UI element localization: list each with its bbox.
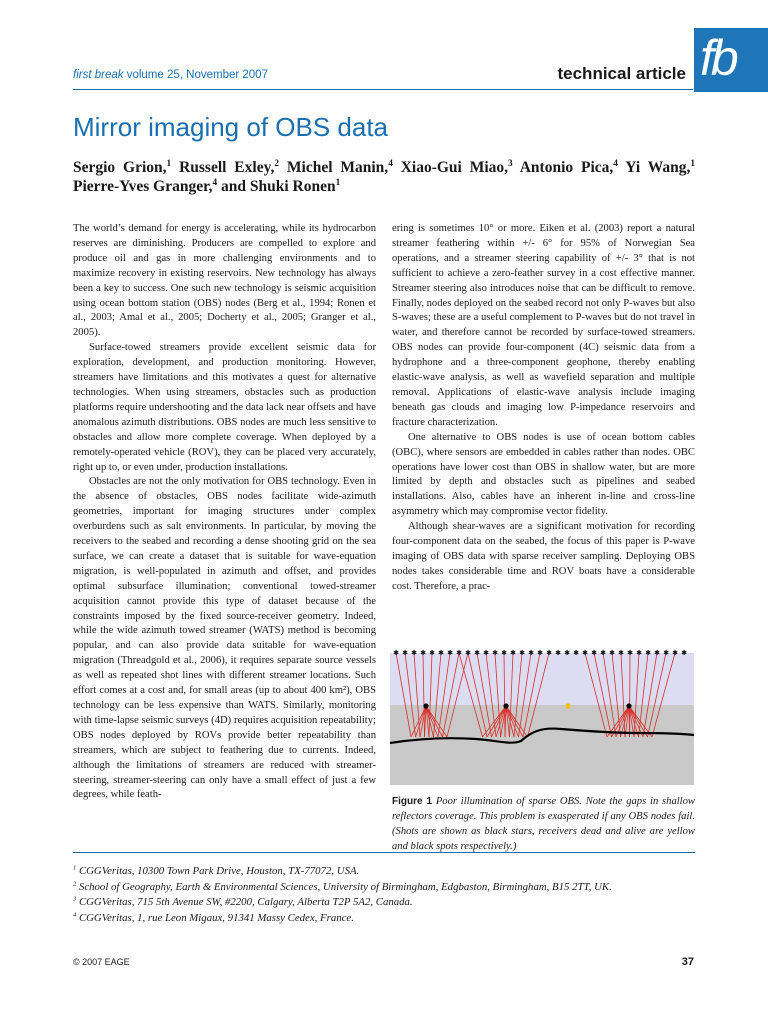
- affiliation-mark: 3: [508, 158, 513, 169]
- section-label: technical article: [557, 64, 686, 83]
- shot-star: ✱: [465, 649, 471, 657]
- shot-star: ✱: [573, 649, 579, 657]
- shot-star: ✱: [681, 649, 687, 657]
- shot-star: ✱: [627, 649, 633, 657]
- shot-star: ✱: [672, 649, 678, 657]
- shot-star: ✱: [663, 649, 669, 657]
- author-list-line2: [73, 177, 340, 196]
- author-name: Russell Exley,: [179, 159, 275, 176]
- shot-star: ✱: [618, 649, 624, 657]
- paragraph: The world’s demand for energy is accelerating, while its hydrocarbon reserves are diminishing. Producers are compelled to explore and produce oil and gas in more challenging environments and to maximize recovery in existing reservoirs. New technology has always been a key to success. One such new technology is seismic acquisition using ocean bottom station (OBS) nodes (Berg et al., 1994; Ronen et al., 2003; Amal et al., 2005; Docherty et al., 2005; Granger et al., 2005).: [73, 223, 376, 339]
- footnote: [73, 880, 695, 896]
- affiliation-mark: 4: [212, 177, 218, 188]
- paragraph: ering is sometimes 10° or more. Eiken et al. (2003) report a natural streamer feathering within +/- 6° for 95% of Norwegian Sea operations, and a streamer steering capability of +/- 3° that is not sufficient to achieve a zero-feather survey in a cost effective manner. Streamer steering also introduces noise that can be difficult to remove. Finally, nodes deployed on the seabed record not only P-waves but also S-waves; these are a useful complement to P-waves but do not travel in water, and therefore cannot be recorded by surface-towed streamers. OBS nodes can provide four-component (4C) seismic data from a hydrophone and a three-component geophone, thereby enabling elastic-wave analysis, as well as wavefield separation and multiple removal. Applications of elastic-wave analysis include imaging beneath gas clouds and imaging low P-impedance reservoirs and fracture characterization.: [392, 223, 695, 428]
- shot-star: ✱: [609, 649, 615, 657]
- header-divider: [73, 89, 693, 90]
- journal-header: [73, 69, 268, 81]
- shot-star: ✱: [636, 649, 642, 657]
- paragraph: Surface-towed streamers provide excellent seismic data for exploration, development, and production monitoring. However, streamers have limitations and this motivates a quest for alternative technologies. When using streamers, obstacles such as production platforms require undershooting and the data lack near offsets and have anomalous azimuth distributions. OBS nodes are much less sensitive to obstacles and allow more complete coverage. When deployed by a remotely-operated vehicle (ROV), they can be placed very accurately, right up to, or even under, production installations.: [73, 342, 376, 473]
- figure-1-illustration: [386, 647, 696, 787]
- footnote-text: CGGVeritas, 10300 Town Park Drive, Houston, TX-77072, USA.: [78, 865, 360, 877]
- shot-star: ✱: [546, 649, 552, 657]
- copyright: © 2007 EAGE: [73, 957, 130, 967]
- author-name: Michel Manin,: [286, 159, 389, 176]
- journal-name: first break: [73, 69, 124, 81]
- shot-star: ✱: [564, 649, 570, 657]
- shot-star: ✱: [456, 649, 462, 657]
- paragraph: Obstacles are not the only motivation for OBS technology. Even in the absence of obstacles, OBS nodes facilitate wide-azimuth geometries, important for imaging structures under complex overburdens such as salt environments. In particular, by moving the receivers to the seabed and recording a dense shooting grid on the sea surface, we can create a dataset that is suitable for wave-equation migration, is well-populated in azimuth and offset, and provides optimal subsurface illumination; conventional towed-streamer acquisition cannot provide this type of dataset because of the constraints imposed by the fixed source-receiver geometry. Indeed, while the wide azimuth towed streamer (WATS) method is becoming popular, and can also provide data suitable for wave-equation migration (Threadgold et al., 2006), it requires separate source vessels as well as repeated shot lines with different streamer locations. Such effort comes at a cost and, for small areas (up to about 400 km²), OBS technology can be less expensive than WATS. Similarly, monitoring with time-lapse seismic surveys (4D) requires acquisition repeatability; OBS nodes deployed by ROVs provide better repeatability than streamers, which are subject to feathering due to currents. Indeed, although the limitations of streamers are reduced with streamer-steering, streamer-steering can only have a small effect of just a few degrees, while feath-: [73, 476, 376, 801]
- obs-node: [423, 703, 428, 708]
- journal-issue: volume 25, November 2007: [123, 69, 268, 81]
- author-name: Xiao-Gui Miao,: [400, 159, 509, 176]
- affiliation-mark: 1: [690, 158, 696, 169]
- figure-caption-text: Poor illumination of sparse OBS. Note the gaps in shallow reflectors coverage. This problem is exasperated if any OBS nodes fail. (Shots are shown as black stars, receivers dead and alive are yellow and black spots respectively.): [392, 796, 695, 852]
- author-name: Antonio Pica,: [519, 159, 614, 176]
- footnote-number: 1: [73, 864, 77, 872]
- shot-star: ✱: [591, 649, 597, 657]
- footnote: [73, 895, 695, 911]
- author-name: Pierre-Yves Granger,: [73, 178, 213, 195]
- shot-star: ✱: [438, 649, 444, 657]
- shot-star: ✱: [600, 649, 606, 657]
- shot-star: ✱: [429, 649, 435, 657]
- shot-star: ✱: [582, 649, 588, 657]
- obs-node: [503, 703, 508, 708]
- body-column-right: [392, 222, 695, 595]
- shot-star: ✱: [474, 649, 480, 657]
- affiliation-mark: 4: [613, 158, 618, 169]
- shot-star: ✱: [645, 649, 651, 657]
- shot-star: ✱: [519, 649, 525, 657]
- figure-label: Figure 1: [392, 796, 433, 807]
- paragraph: One alternative to OBS nodes is use of ocean bottom cables (OBC), where sensors are embedded in cables rather than nodes. OBC operations have lower cost than OBS in shallow water, but are more limited by depth and obstacles such as pipelines and seabed installations. Also, cables have an inherent in-line and cross-line asymmetry which may compromise vector fidelity.: [392, 431, 695, 518]
- paragraph: Although shear-waves are a significant motivation for recording four-component data on the seabed, the focus of this paper is P-wave imaging of OBS data with sparse receiver sampling. Deploying OBS nodes takes considerable time and ROV boats have a considerable cost. Therefore, a prac-: [392, 521, 695, 592]
- shot-star: ✱: [510, 649, 516, 657]
- author-list: [73, 158, 695, 177]
- shot-star: ✱: [528, 649, 534, 657]
- obs-node: [565, 703, 570, 708]
- author-name: Sergio Grion,: [73, 159, 167, 176]
- shot-star: ✱: [537, 649, 543, 657]
- shot-star: ✱: [447, 649, 453, 657]
- footnote-divider: [73, 852, 695, 853]
- affiliation-mark: 4: [388, 158, 393, 169]
- shot-star: ✱: [501, 649, 507, 657]
- shot-star: ✱: [483, 649, 489, 657]
- affiliation-mark: 1: [335, 177, 341, 188]
- shot-star: ✱: [393, 649, 399, 657]
- footnote-number: 3: [73, 895, 77, 903]
- footnote: [73, 911, 695, 927]
- page-number: 37: [681, 956, 694, 968]
- shot-star: ✱: [492, 649, 498, 657]
- shot-star: ✱: [555, 649, 561, 657]
- author-name: Yi Wang,: [625, 159, 691, 176]
- affiliation-mark: 2: [274, 158, 280, 169]
- obs-node: [626, 703, 631, 708]
- article-title: Mirror imaging of OBS data: [73, 112, 389, 142]
- figure-caption: [392, 794, 695, 854]
- shot-star: ✱: [411, 649, 417, 657]
- affiliation-mark: 1: [166, 158, 172, 169]
- fb-logo-text: fb: [700, 30, 736, 86]
- author-name: and Shuki Ronen: [217, 178, 336, 195]
- footnote-text: CGGVeritas, 715 5th Avenue SW, #2200, Calgary, Alberta T2P 5A2, Canada.: [78, 896, 413, 908]
- footnote-number: 2: [73, 879, 77, 887]
- footnotes: [73, 864, 695, 926]
- footnote-text: CGGVeritas, 1, rue Leon Migaux, 91341 Massy Cedex, France.: [78, 911, 354, 924]
- shot-star: ✱: [654, 649, 660, 657]
- body-column-left: [73, 222, 376, 803]
- footnote-number: 4: [73, 910, 77, 918]
- footnote-text: School of Geography, Earth & Environmental Sciences, University of Birmingham, Edgbaston, Birmingham, B15 2TT, UK.: [78, 880, 612, 893]
- shot-star: ✱: [420, 649, 426, 657]
- shot-star: ✱: [402, 649, 408, 657]
- footnote: [73, 864, 695, 880]
